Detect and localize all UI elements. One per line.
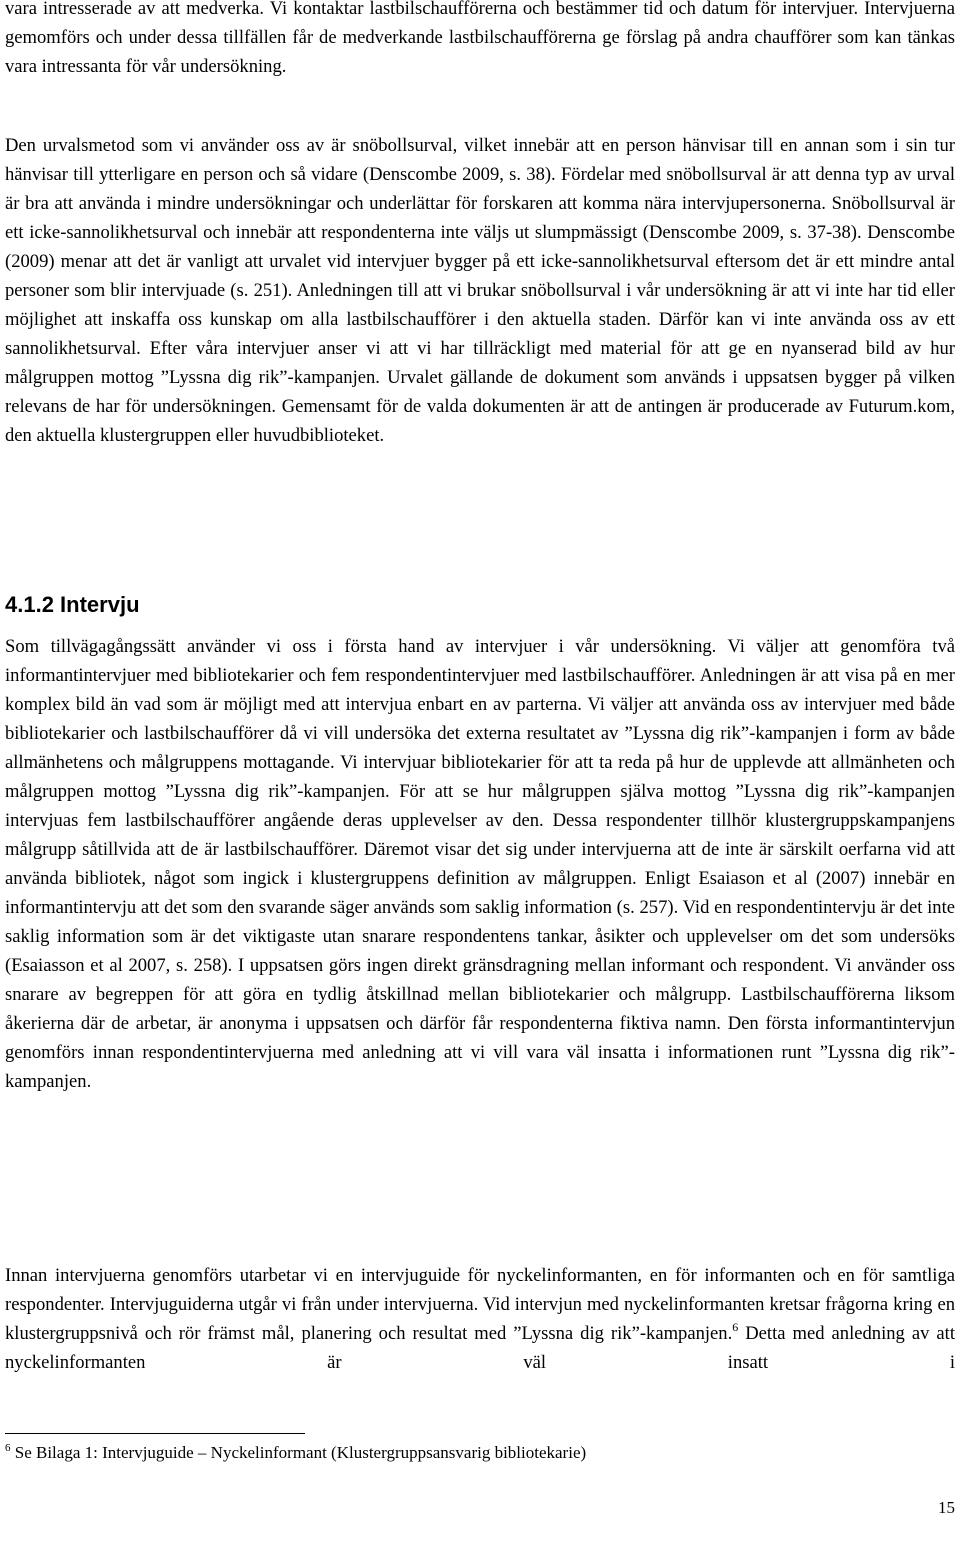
paragraph-4-tail: Detta med anledning av att nyckelinformanten är väl insatt i <box>5 1323 955 1373</box>
footnote-separator <box>5 1433 305 1434</box>
page-number: 15 <box>938 1498 955 1517</box>
section-heading: 4.1.2 Intervju <box>5 592 140 617</box>
paragraph-4-body: Innan intervjuerna genomförs utarbetar vi en intervjuguide för nyckelinformanten, en för informanten och en för samtliga respondenter. Intervjuguiderna utgår vi från under intervjuerna. Vid intervjun med nyckelinformanten kretsar frågorna kring en klustergruppsnivå och rör främst mål, planering och resultat med ”Lyssna dig rik”-kampanjen. <box>5 1265 955 1344</box>
paragraph-2: Den urvalsmetod som vi använder oss av är snöbollsurval, vilket innebär att en person hänvisar till en annan som i sin tur hänvisar till ytterligare en person och så vidare (Denscombe 2009, s. 38). Fördelar med snöbollsurval är att denna typ av urval är bra att använda i mindre undersökningar och underlättar för forskaren att komma nära intervjupersonerna. Snöbollsurval är ett icke-sannolikhetsurval och innebär att respondenterna inte väljs ut slumpmässigt (Denscombe 2009, s. 37-38). Denscombe (2009) menar att det är vanligt att urvalet vid intervjuer bygger på ett icke-sannolikhetsurval eftersom det är ett mindre antal personer som blir intervjuade (s. 251). Anledningen till att vi brukar snöbollsurval i vår undersökning är att vi inte har tid eller möjlighet att inskaffa oss kunskap om alla lastbilschaufförer i den aktuella staden. Därför kan vi inte använda oss av ett sannolikhetsurval. Efter våra intervjuer anser vi att vi har tillräckligt med material för att ge en nyanserad bild av hur målgruppen mottog ”Lyssna dig rik”-kampanjen. Urvalet gällande de dokument som används i uppsatsen bygger på vilken relevans de har för undersökningen. Gemensamt för de valda dokumenten är att de antingen är producerade av Futurum.kom, den aktuella klustergruppen eller huvudbiblioteket. <box>5 135 955 446</box>
paragraph-1: vara intresserade av att medverka. Vi kontaktar lastbilschaufförerna och bestämmer tid och datum för intervjuer. Intervjuerna gemomförs och under dessa tillfällen får de medverkande lastbilschaufförerna ge förslag på andra chaufförer som kan tänkas vara intressanta för vår undersökning. <box>5 0 955 77</box>
footnote-text: Se Bilaga 1: Intervjuguide – Nyckelinformant (Klustergruppsansvarig bibliotekarie) <box>10 1443 587 1462</box>
footnote-number: 6 <box>5 1442 11 1454</box>
paragraph-3: Som tillvägagångssätt använder vi oss i första hand av intervjuer i vår undersökning. Vi väljer att genomföra två informantintervjuer med bibliotekarier och fem respondentintervjuer med lastbilschaufförer. Anledningen är att visa på en mer komplex bild än vad som är möjligt med att intervjua enbart en av parterna. Vi väljer att använda oss av intervjuer med både bibliotekarier och lastbilschaufförer då vi vill undersöka det externa resultatet av ”Lyssna dig rik”-kampanjen i form av både allmänhetens och målgruppens mottagande. Vi intervjuar bibliotekarier för att ta reda på hur de upplevde att allmänheten och målgruppen mottog ”Lyssna dig rik”-kampanjen. För att se hur målgruppen själva mottog ”Lyssna dig rik”-kampanjen intervjuas fem lastbilschaufförer angående deras upplevelser av den. Dessa respondenter tillhör klustergruppskampanjens målgrupp såtillvida att de är lastbilschaufförer. Däremot visar det sig under intervjuerna att de inte är särskilt oerfarna vid att använda bibliotek, något som ingick i klustergruppens definition av målgruppen. Enligt Esaiason et al (2007) innebär en informantintervju att det som den svarande säger används som saklig information (s. 257). Vid en respondentintervju är det inte saklig information som är det viktigaste utan snarare respondentens tankar, åsikter och upplevelser om det som undersöks (Esaiasson et al 2007, s. 258). I uppsatsen görs ingen direkt gränsdragning mellan informant och respondent. Vi använder oss snarare av begreppen för att göra en tydlig åtskillnad mellan bibliotekarier och målgrupp. Lastbilschaufförerna liksom åkerierna där de arbetar, är anonyma i uppsatsen och därför får respondenterna fiktiva namn. Den första informantintervjun genomförs innan respondentintervjuerna med anledning att vi vill vara väl insatta i informationen runt ”Lyssna dig rik”-kampanjen. <box>5 636 955 1092</box>
footnote-reference[interactable]: 6 <box>732 1320 739 1334</box>
footnote <box>5 1441 586 1465</box>
paragraph-4 <box>5 1261 955 1377</box>
